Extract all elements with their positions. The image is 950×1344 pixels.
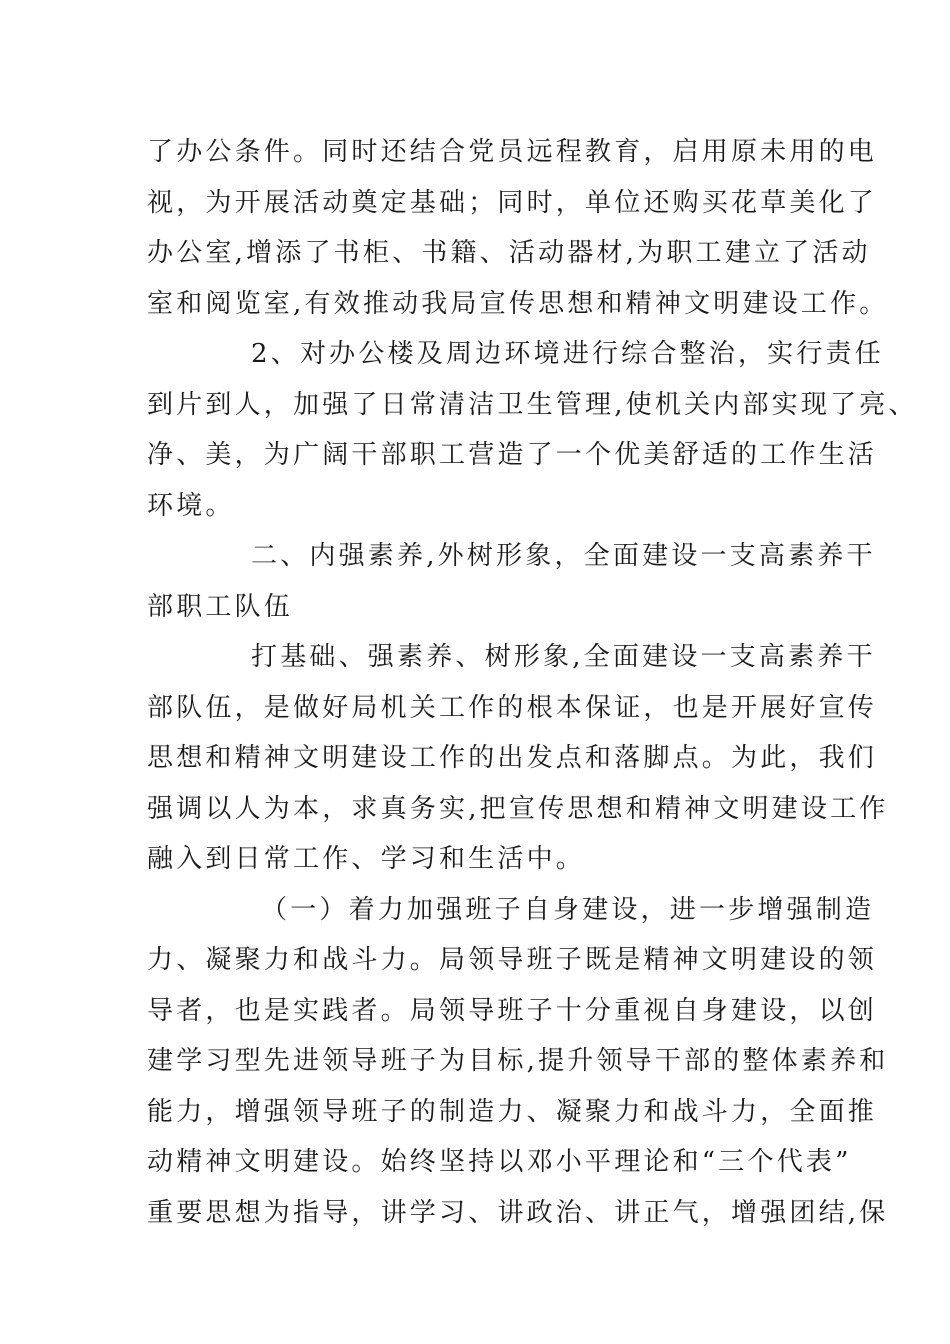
paragraph-start-line: 打基础、强素养、树形象,全面建设一支高素养干 bbox=[251, 642, 876, 672]
text-line: 重要思想为指导，讲学习、讲政治、讲正气，增强团结,保 bbox=[147, 1197, 889, 1228]
section-heading-line: 部职工队伍 bbox=[147, 591, 294, 622]
paragraph-start-line: （一）着力加强班子自身建设，进一步增强制造 bbox=[261, 894, 875, 925]
text-line: 了办公条件。同时还结合党员远程教育，启用原未用的电 bbox=[147, 137, 878, 167]
text-line: 强调以人为本，求真务实,把宣传思想和精神文明建设工作 bbox=[147, 793, 889, 824]
text-line: 部队伍，是做好局机关工作的根本保证，也是开展好宣传 bbox=[147, 692, 878, 723]
text-line: 建学习型先进领导班子为目标,提升领导干部的整体素养和 bbox=[147, 1046, 889, 1076]
text-line: 环境。 bbox=[147, 490, 235, 521]
text-line: 净、美，为广阔干部职工营造了一个优美舒适的工作生活 bbox=[147, 440, 878, 470]
text-line: 思想和精神文明建设工作的出发点和落脚点。为此，我们 bbox=[147, 743, 878, 773]
text-line: 动精神文明建设。始终坚持以邓小平理论和“三个代表” bbox=[147, 1147, 852, 1177]
text-line: 导者，也是实践者。局领导班子十分重视自身建设，以创 bbox=[147, 995, 878, 1026]
text-line: 力、凝聚力和战斗力。局领导班子既是精神文明建设的领 bbox=[147, 945, 878, 975]
text-line: 融入到日常工作、学习和生活中。 bbox=[147, 844, 586, 874]
text-line: 能力，增强领导班子的制造力、凝聚力和战斗力，全面推 bbox=[147, 1096, 878, 1127]
text-line: 办公室,增添了书柜、书籍、活动器材,为职工建立了活动 bbox=[147, 238, 871, 268]
section-heading-line: 二、内强素养,外树形象，全面建设一支高素养干 bbox=[251, 541, 876, 571]
text-line: 视，为开展活动奠定基础；同时，单位还购买花草美化了 bbox=[147, 187, 878, 218]
text-line: 室和阅览室,有效推动我局宣传思想和精神文明建设工作。 bbox=[147, 288, 889, 319]
paragraph-start-line: 2、对办公楼及周边环境进行综合整治，实行责任 bbox=[251, 339, 884, 369]
document-body bbox=[147, 127, 918, 1238]
text-line: 到片到人，加强了日常清洁卫生管理,使机关内部实现了亮、 bbox=[147, 389, 918, 420]
